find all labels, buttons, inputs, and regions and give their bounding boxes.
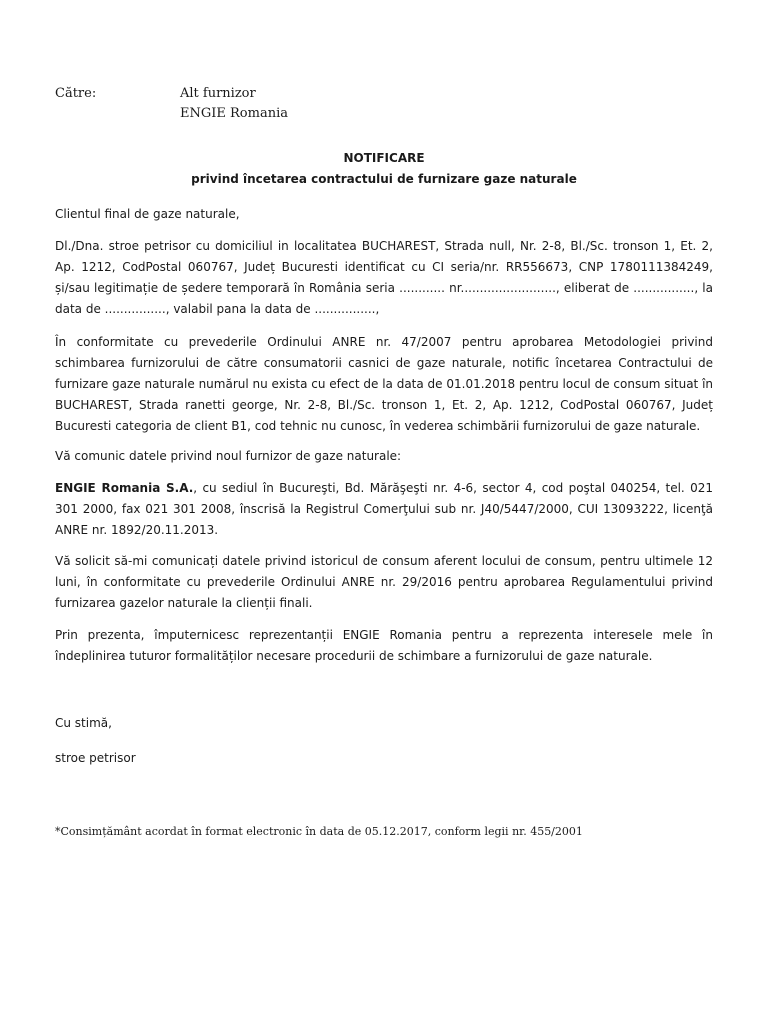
recipient-line-2: ENGIE Romania bbox=[180, 106, 288, 121]
authorization-paragraph bbox=[55, 625, 713, 667]
consent-footnote: *Consimțământ acordat în format electronic în data de 05.12.2017, conform legii nr. 455/2001 bbox=[55, 825, 583, 838]
supplier-company-details: , cu sediul în Bucureşti, Bd. Mărăşeşti nr. 4-6, sector 4, cod poştal 040254, tel. 021 301 2000, fax 021 301 2008, înscrisă la Registrul Comerţului sub nr. J40/5447/2000, CUI 13093222, licenţă ANRE nr. 1892/20.11.2013. bbox=[55, 481, 713, 537]
supplier-company-name: ENGIE Romania S.A. bbox=[55, 481, 194, 495]
recipient-lines bbox=[180, 84, 288, 124]
closing-text: Cu stimă, bbox=[55, 716, 112, 730]
paragraph-2-text: În conformitate cu prevederile Ordinului ANRE nr. 47/2007 pentru aprobarea Metodologiei privind schimbarea furnizorului de către consumatorii casnici de gaze naturale, notific încetarea Contractului de furnizare gaze naturale numărul nu exista cu efect de la data de 01.01.2018 pentru locul de consum situat în BUCHAREST, Strada ranetti george, Nr. 2-8, Bl./Sc. tronson 1, Et. 2, Ap. 1212, CodPostal 060767, Județ Bucuresti categoria de client B1, cod tehnic nu cunosc, în vederea schimbării furnizorului de gaze naturale. bbox=[55, 335, 714, 433]
paragraph-3-text: Vă comunic datele privind noul furnizor de gaze naturale: bbox=[55, 449, 402, 463]
document-title: NOTIFICARE bbox=[343, 151, 425, 165]
signature bbox=[55, 748, 713, 769]
signature-name: stroe petrisor bbox=[55, 751, 136, 765]
paragraph-6-text: Prin prezenta, împuternicesc reprezentanții ENGIE Romania pentru a reprezenta interesele mele în îndeplinirea tuturor formalităților necesare procedurii de schimbare a furnizorului de gaze naturale. bbox=[55, 628, 713, 663]
termination-paragraph bbox=[55, 332, 713, 437]
document-subtitle: privind încetarea contractului de furnizare gaze naturale bbox=[191, 172, 577, 186]
client-identification-paragraph bbox=[55, 236, 713, 320]
new-supplier-details bbox=[55, 478, 713, 541]
paragraph-5-text: Vă solicit să-mi comunicați datele privind istoricul de consum aferent locului de consum, pentru ultimele 12 luni, în conformitate cu prevederile Ordinului ANRE nr. 29/2016 pentru aprobarea Regulamentului privind furnizarea gazelor naturale la clienții finali. bbox=[55, 554, 713, 610]
new-supplier-intro bbox=[55, 446, 713, 467]
consumption-history-request bbox=[55, 551, 713, 614]
salutation-text: Clientul final de gaze naturale, bbox=[55, 207, 240, 221]
paragraph-1-text: Dl./Dna. stroe petrisor cu domiciliul in localitatea BUCHAREST, Strada null, Nr. 2-8, Bl./Sc. tronson 1, Et. 2, Ap. 1212, CodPostal 060767, Județ Bucuresti identificat cu CI seria/nr. RR556673, CNP 1780111384249, și/sau legitimație de ședere temporară în România seria ............ nr........................., eliberat de ................, la data de ................, valabil pana la data de ................, bbox=[55, 239, 713, 316]
recipient-line-1: Alt furnizor bbox=[180, 86, 256, 101]
closing bbox=[55, 713, 713, 734]
paragraph-4-text bbox=[55, 478, 713, 541]
salutation bbox=[55, 204, 713, 225]
recipient-label: Către: bbox=[55, 86, 97, 101]
